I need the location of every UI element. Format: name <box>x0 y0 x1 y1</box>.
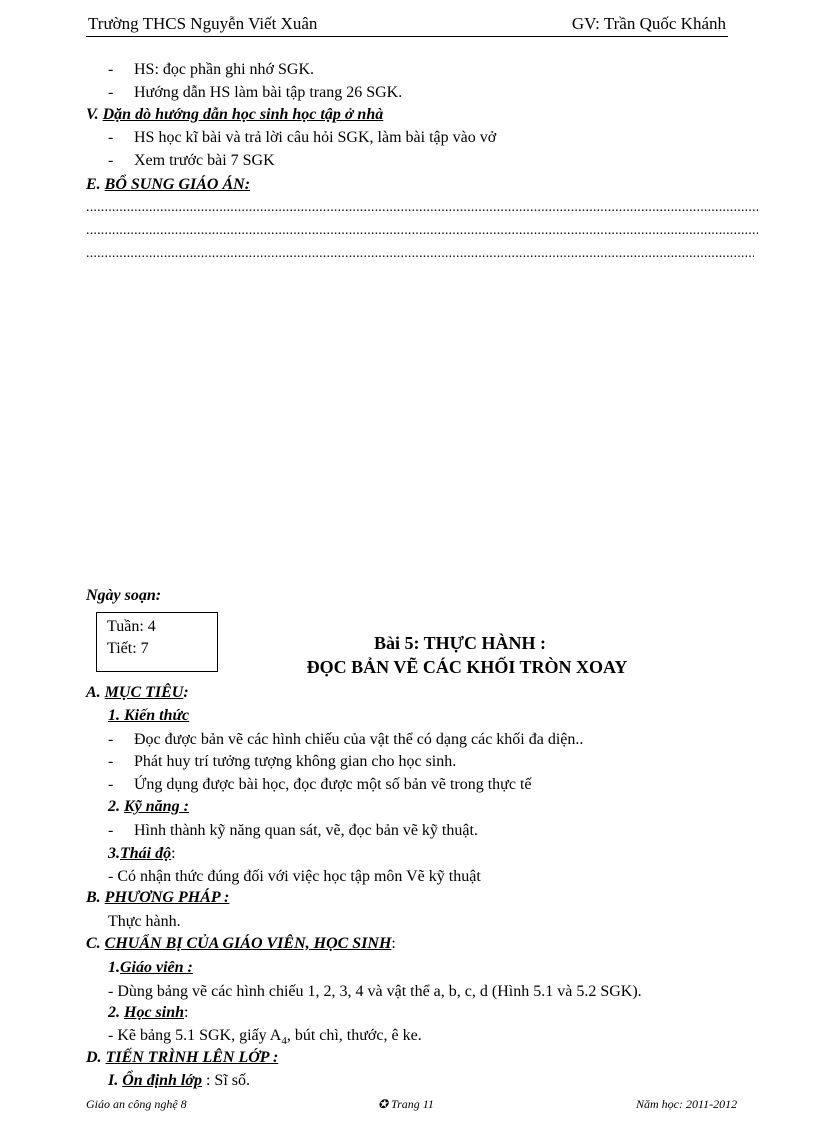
section-e-heading: E. BỔ SUNG GIÁO ÁN: <box>86 176 251 193</box>
c2-text: - Kẽ bảng 5.1 SGK, giấy $A_4$, bút chì, thước, ê ke. <box>108 1027 422 1048</box>
lesson-title-line1: Bài 5: THỰC HÀNH : <box>373 633 546 653</box>
date-label: Ngày soạn: <box>86 587 162 604</box>
period: Tiết: 7 <box>107 640 149 657</box>
week-period-box <box>96 612 218 672</box>
list-item: - Xem trước bài 7 SGK <box>108 152 275 169</box>
a3-heading: 3.Thái độ: <box>108 845 176 862</box>
list-item: - Hướng dẫn HS làm bài tập trang 26 SGK. <box>108 84 403 101</box>
footer-left: Giáo an công nghệ 8 <box>86 1097 187 1111</box>
list-item: - Phát huy trí tưởng tượng không gian cho học sinh. <box>108 753 457 770</box>
a2-heading: 2. Kỹ năng : <box>108 798 189 815</box>
d1-heading: I. Ổn định lớp : Sĩ số. <box>108 1072 250 1089</box>
section-c-heading: C. CHUẨN BỊ CỦA GIÁO VIÊN, HỌC SINH: <box>86 935 396 952</box>
footer-page-number: ✪ Trang 11 <box>378 1097 434 1111</box>
section-d-heading: D. TIẾN TRÌNH LÊN LỚP : <box>86 1049 279 1066</box>
section-b-heading: B. PHƯƠNG PHÁP : <box>86 889 230 906</box>
list-item: - Ứng dụng được bài học, đọc được một số bản vẽ trong thực tế <box>108 776 532 793</box>
a3-text: - Có nhận thức đúng đối với việc học tập môn Vẽ kỹ thuật <box>108 868 481 885</box>
list-item: - HS học kĩ bài và trả lời câu hỏi SGK, làm bài tập vào vở <box>108 129 497 146</box>
list-item: - Đọc được bản vẽ các hình chiếu của vật thể có dạng các khối đa diện.. <box>108 731 584 748</box>
section-v-heading: V. Dặn dò hướng dẫn học sinh học tập ở nhà <box>86 106 384 123</box>
list-item: - Hình thành kỹ năng quan sát, vẽ, đọc bản vẽ kỹ thuật. <box>108 822 478 839</box>
footer-right: Năm học: 2011-2012 <box>636 1097 738 1111</box>
week: Tuần: 4 <box>107 618 156 635</box>
c1-text: - Dùng bảng vẽ các hình chiếu 1, 2, 3, 4 và vật thể a, b, c, d (Hình 5.1 và 5.2 SGK). <box>108 983 642 1000</box>
teacher-name: GV: Trần Quốc Khánh <box>571 14 726 33</box>
lesson-title-line2: ĐỌC BẢN VẼ CÁC KHỐI TRÒN XOAY <box>306 657 628 677</box>
section-a-heading: A. MỤC TIÊU: <box>86 684 189 701</box>
dotted-line <box>86 223 758 241</box>
c1-heading: 1.Giáo viên : <box>108 959 193 976</box>
list-item: - HS: đọc phần ghi nhớ SGK. <box>108 61 315 78</box>
page-header <box>86 12 728 37</box>
dotted-line <box>86 200 758 218</box>
b-text: Thực hành. <box>108 913 181 930</box>
dotted-line <box>86 246 754 264</box>
school-name: Trường THCS Nguyễn Viết Xuân <box>88 14 318 33</box>
a1-heading: 1. Kiến thức <box>108 707 190 724</box>
c2-heading: 2. Học sinh: <box>108 1004 189 1021</box>
